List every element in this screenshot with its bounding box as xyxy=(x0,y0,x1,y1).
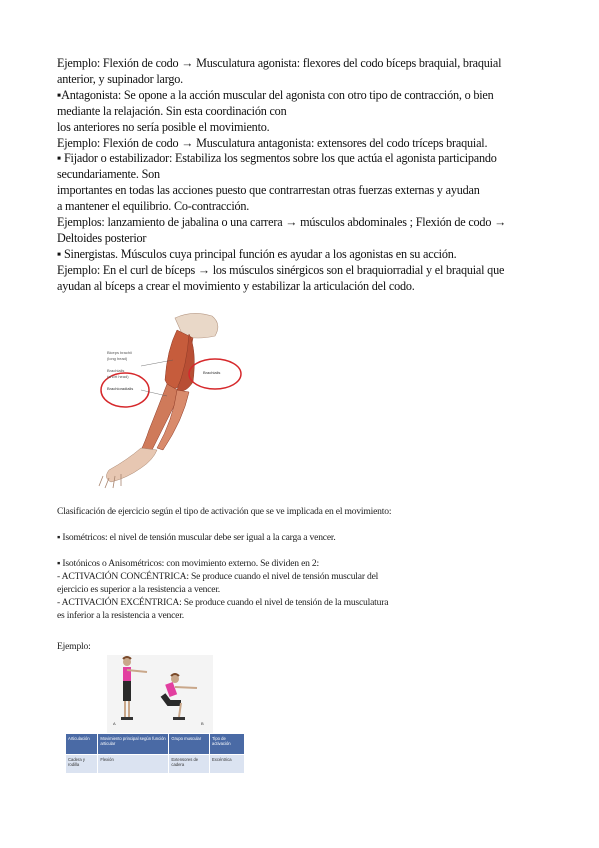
label-brachialis-sub: (short head) xyxy=(107,374,129,379)
text-line: ▪ Isotónicos o Anisométricos: con movimiento externo. Se dividen en 2: xyxy=(57,558,319,569)
label-biceps-sub: (long head) xyxy=(107,356,128,361)
text-line: Ejemplo: Flexión de codo → Musculatura antagonista: extensores del codo tríceps braquial. xyxy=(57,135,488,150)
label-brachioradialis: Brachioradialis xyxy=(107,386,134,391)
text-line: - ACTIVACIÓN EXCÉNTRICA: Se produce cuando el nivel de tensión de la musculatura xyxy=(57,597,389,608)
text-line: ayudan al bíceps a crear el movimiento y estabilizar la articulación del codo. xyxy=(57,278,415,293)
text-line: anterior, y supinador largo. xyxy=(57,71,184,86)
label-brachialis-right: Brachialis xyxy=(203,370,221,375)
main-text xyxy=(57,56,537,295)
text-line: secundariamente. Son xyxy=(57,167,160,182)
text-line: Ejemplo: En el curl de bíceps → los músculos sinérgicos son el braquiorradial y el braquial que xyxy=(57,262,505,277)
table-cell: Flexión xyxy=(98,755,169,774)
table-header-cell: Articulación xyxy=(66,734,98,755)
text-line: - ACTIVACIÓN CONCÉNTRICA: Se produce cuando el nivel de tensión muscular del xyxy=(57,571,379,582)
table-cell: Cadera y rodilla xyxy=(66,755,98,774)
text-line: Clasificación de ejercicio según el tipo de activación que se ve implicada en el movimiento: xyxy=(57,506,392,517)
label-biceps: Biceps brachii xyxy=(107,350,132,355)
table-row xyxy=(66,755,245,774)
text-line: mediante la relajación. Sin esta coordinación con xyxy=(57,103,287,118)
table-cell: Extensores de cadera xyxy=(169,755,210,774)
text-line: Deltoides posterior xyxy=(57,230,147,245)
table-header-cell: Grupo muscular xyxy=(169,734,210,755)
text-line: es inferior a la resistencia a vencer. xyxy=(57,610,184,621)
label-brachialis: Brachialis xyxy=(107,368,125,373)
text-line: ejercicio es superior a la resistencia a vencer. xyxy=(57,584,220,595)
text-line: los anteriores no sería posible el movimiento. xyxy=(57,119,270,134)
text-line: Ejemplos: lanzamiento de jabalina o una carrera → músculos abdominales ; Flexión de codo → xyxy=(57,215,507,230)
text-line: importantes en todas las acciones puesto que contrarrestan otras fuerzas externas y ayudan xyxy=(57,183,480,198)
text-line xyxy=(57,544,537,557)
text-line: ▪Antagonista: Se opone a la acción muscular del agonista con otro tipo de contracción, o bien xyxy=(57,87,494,102)
text-line: ▪ Fijador o estabilizador: Estabiliza los segmentos sobre los que actúa el agonista participando xyxy=(57,151,497,166)
table-header-cell: Tipo de activación xyxy=(209,734,244,755)
arm-muscles-figure xyxy=(97,310,247,490)
activation-table xyxy=(65,733,245,774)
text-line: ▪ Isométricos: el nivel de tensión muscular debe ser igual a la carga a vencer. xyxy=(57,532,336,543)
text-line: a mantener el equilibrio. Co-contracción. xyxy=(57,199,250,214)
activation-section xyxy=(57,505,537,622)
text-line: ▪ Sinergistas. Músculos cuya principal función es ayudar a los agonistas en su acción. xyxy=(57,246,457,261)
text-line: Ejemplo: Flexión de codo → Musculatura agonista: flexores del codo bíceps braquial, braquial xyxy=(57,56,502,70)
table-header-row xyxy=(66,734,245,755)
squat-exercise-figure xyxy=(107,655,213,733)
table-header-cell: Movimiento principal según función articular xyxy=(98,734,169,755)
figure-marker-a: A xyxy=(113,721,116,726)
example-label: Ejemplo: xyxy=(57,641,91,652)
text-line xyxy=(57,518,537,531)
table-cell: Excéntrica xyxy=(209,755,244,774)
figure-marker-b: B xyxy=(201,721,204,726)
